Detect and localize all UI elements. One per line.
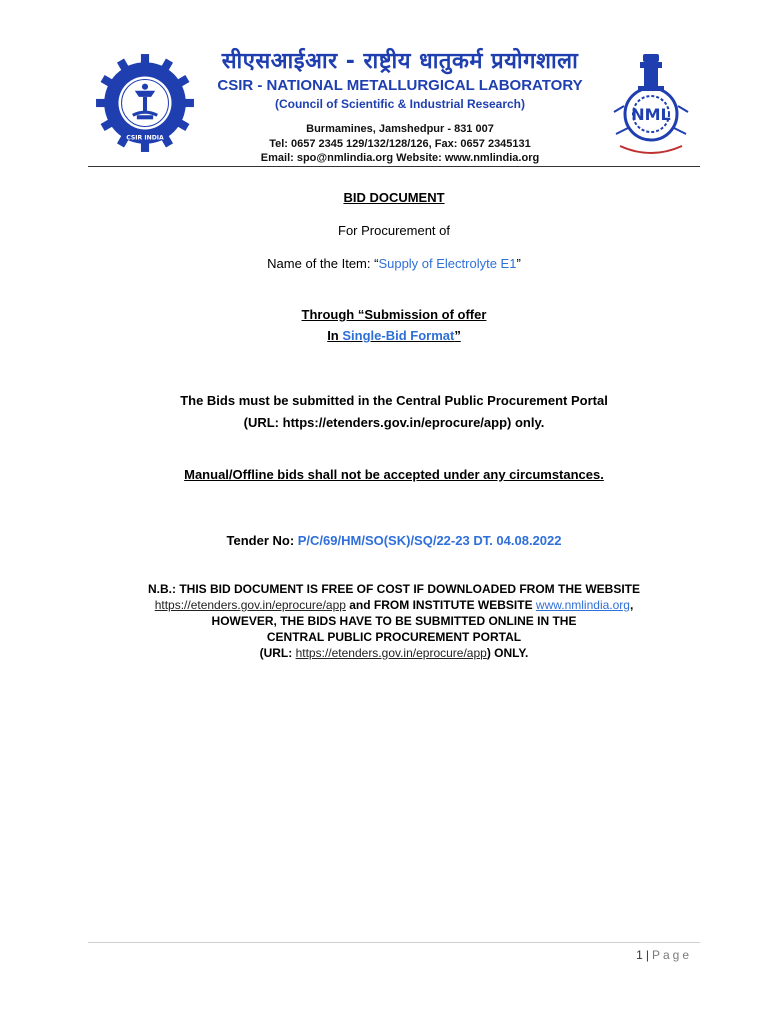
address: Burmamines, Jamshedpur - 831 007 — [306, 123, 494, 135]
format-line — [88, 328, 700, 344]
page-number: 1 — [636, 948, 643, 962]
page-footer — [636, 948, 692, 962]
format-prefix: In — [327, 328, 343, 343]
nb-line-2 — [88, 597, 700, 613]
svg-text:CSIR INDIA: CSIR INDIA — [126, 134, 164, 142]
svg-text:NML: NML — [631, 105, 671, 124]
nb-line-4: CENTRAL PUBLIC PROCUREMENT PORTAL — [266, 630, 522, 644]
letterhead — [88, 44, 700, 168]
format-name: Single-Bid Format — [342, 328, 455, 343]
item-prefix: Name of the Item: “ — [267, 256, 379, 271]
tender-line — [88, 533, 700, 549]
eprocure-link[interactable]: https://etenders.gov.in/eprocure/app — [154, 598, 346, 612]
org-name-english: CSIR - NATIONAL METALLURGICAL LABORATORY — [217, 77, 583, 94]
offline-notice: Manual/Offline bids shall not be accepted under any circumstances. — [184, 467, 604, 482]
phone-fax: Tel: 0657 2345 129/132/128/126, Fax: 0657 2345131 — [269, 137, 531, 150]
footer-divider — [88, 942, 700, 943]
eprocure-link-2[interactable]: https://etenders.gov.in/eprocure/app — [295, 646, 487, 660]
nb-mid-text: and FROM INSTITUTE WEBSITE — [345, 598, 536, 612]
header-divider — [88, 166, 700, 167]
letterhead-text — [200, 44, 600, 166]
nb-line-3: HOWEVER, THE BIDS HAVE TO BE SUBMITTED ONLINE IN THE — [211, 614, 577, 628]
document-title: BID DOCUMENT — [343, 190, 445, 205]
nb-line-1: N.B.: THIS BID DOCUMENT IS FREE OF COST IF DOWNLOADED FROM THE WEBSITE — [148, 582, 640, 596]
procurement-label: For Procurement of — [338, 223, 450, 238]
item-suffix: ” — [516, 256, 521, 271]
nb-line-5 — [88, 645, 700, 661]
nml-website-link[interactable]: www.nmlindia.org — [535, 598, 630, 612]
nb-url-suffix: ) ONLY. — [486, 646, 529, 660]
csir-logo — [94, 52, 196, 154]
submission-line: Through “Submission of offer — [301, 307, 487, 322]
tender-label: Tender No: — [226, 533, 298, 548]
item-name: Supply of Electrolyte E1 — [378, 256, 517, 271]
nb-url-prefix: (URL: — [259, 646, 296, 660]
nml-logo — [608, 50, 694, 160]
nb-comma: , — [629, 598, 634, 612]
footer-separator: | — [645, 948, 649, 962]
org-subtitle: (Council of Scientific & Industrial Research) — [274, 97, 526, 111]
org-name-hindi: सीएसआईआर - राष्ट्रीय धातुकर्म प्रयोगशाला — [221, 49, 579, 74]
portal-instruction: The Bids must be submitted in the Central Public Procurement Portal — [180, 393, 608, 408]
email-website: Email: spo@nmlindia.org Website: www.nmlindia.org — [260, 152, 540, 164]
portal-url-line: (URL: https://etenders.gov.in/eprocure/app) only. — [243, 415, 545, 430]
page-label: Page — [651, 948, 692, 962]
tender-number: P/C/69/HM/SO(SK)/SQ/22-23 DT. 04.08.2022 — [297, 533, 562, 548]
item-line — [88, 256, 700, 272]
format-suffix: ” — [454, 328, 461, 343]
